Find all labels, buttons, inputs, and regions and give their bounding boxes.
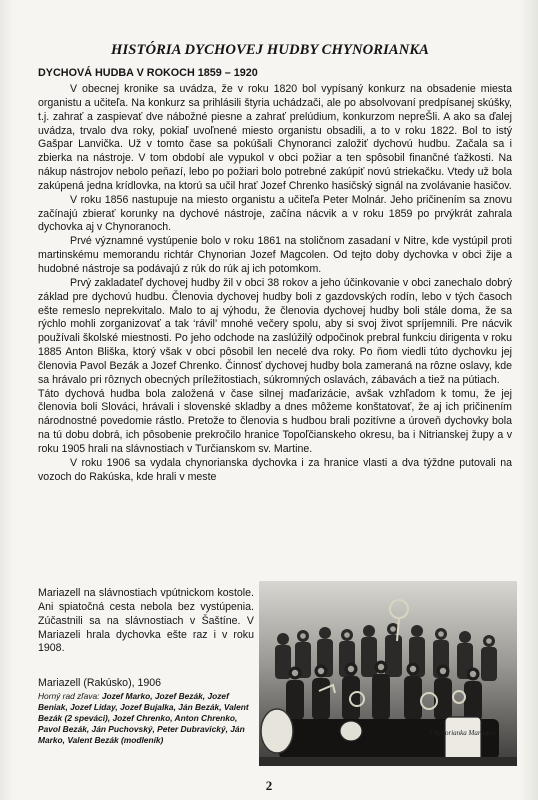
section-subtitle: DYCHOVÁ HUDBA V ROKOCH 1859 – 1920 xyxy=(38,67,258,79)
photo-side-text xyxy=(38,587,254,656)
band-photo xyxy=(259,581,517,766)
page-number: 2 xyxy=(265,778,273,793)
paragraph-4: Prvý zakladateľ dychovej hudby žil v obci 38 rokov a jeho účinkovanie v obci zanechalo dobrý základ pre dychovú hudbu. Členovia dychovej hudby boli z gazdovských rodín, lebo v tých časoch ešte remeslo neprekvitalo. Malo to aj výhodu, že členovia dychovej hudby boli stále doma, že sa rýchlo mohli zorganizovať a tak ‘rávil’ mnohé večery spolu, aby si svoj život spríjemnili. Pre nácvik používali školské miestnosti. Po jeho odchode na zaslúžilý odpočinok prebral funkciu dirigenta v roku 1885 Anton Bliška, ktorý však v obci pôsobil len necelé dva roky. Po ňom viedli túto dychovku jej členovia Pavol Bezák a Jozef Chrenko. Činnosť dychovej hudby bola zameraná na rôzne oslavy, kde sa hrávalo pri rôznych obecných príležitostiach, súkromných oslavách, zábavách a tiež na pútiach. xyxy=(38,276,512,386)
page-title: HISTÓRIA DYCHOVEJ HUDBY CHYNORIANKA xyxy=(111,42,429,58)
paragraph-3: Prvé významné vystúpenie bolo v roku 1861 na stoličnom zasadaní v Nitre, kde vystúpil proti martinskému memorandu richtár Chynorian Jozef Magcolen. Od tejto doby dychovka v obci žije a hudobné nástroje sa podávajú z rúk do rúk aj ich potomkom. xyxy=(38,235,512,275)
caption-lead: Horný rad zľava: xyxy=(38,691,100,701)
paragraph-1: V obecnej kronike sa uvádza, že v roku 1820 bol vypísaný konkurz na obsadenie miesta organistu a učiteľa. Na konkurz sa prihlásili štyria uchádzači, ale po absolvovaní predpísanej skúšky, t.j. zahrať a zaspievať dve nábožné piesne a zahrať prelúdium, konkurzom nepreŠli. A ako sa ďalej uvádza, trvalo dva roky, pokiaľ uvoľnené miesto organistu obsadili, a to v roku 1822. Bol to istý Gašpar Lanvička. Už v tomto čase sa pokúšali Chynoranci založiť dychovú hudbu. Začala sa i zbierka na nástroje. V tom období ale vypukol v obci požiar a ten spôsobil finančné ťažkosti. Na nákup nástrojov nebolo peňazí, lebo po požiari bolo potrebné zakúpiť novú striekačku. Vtedy už bola zakúpená jedna krídlovka, na ktorú sa učil hrať Jozef Chrenko hasičský signál na zvolávanie hasičov. xyxy=(38,83,512,192)
photo-caption-title: Mariazell (Rakúsko), 1906 xyxy=(38,677,162,689)
paragraph-7: Mariazell na slávnostiach vpútnickom kostole. Ani spiatočná cesta nebola bez vystúpenia. Zúčastnili sa na slávnostiach v Šaštíne. V Mariazeli hrala dychovka ešte raz i v roku 1908. xyxy=(38,587,254,655)
paragraph-5: Táto dychová hudba bola založená v čase silnej maďarizácie, avšak vzhľadom k tomu, že jej členovia boli Slováci, hrávali i slovenské skladby a dnes môžeme konštatovať, že aj ich pričinením národnostné povedomie rástlo. Pretože to členovia s hudbou brali pozitívne a úroveň dychovky bola na tú dobu dobrá, ich pôsobenie prekročilo hranice Topoľčianskeho okresu, ba i Nitrianskej župy a v roku 1905 hrali na slávnostiach v Turčianskom sv. Martine. xyxy=(38,387,512,455)
paragraph-2: V roku 1856 nastupuje na miesto organistu a učiteľa Peter Molnár. Jeho pričinením sa znovu začínajú zbierať korunky na dychové nástroje, začína nácvik a v roku 1859 po prvýkrát zahrala dychovka aj v Chynoranoch. xyxy=(38,193,512,234)
article-body xyxy=(38,83,512,484)
caption-names-list: Jozef Marko, Jozef Bezák, Jozef Beniak, Jozef Liday, Jozef Bujalka, Ján Bezák, Valent Bezák (2 speváci), Jozef Chrenko, Anton Chrenko, Pavol Bezák, Ján Puchovský, Peter Dubravický, Ján Marko, Valent Bezák (modleník) xyxy=(38,691,249,746)
drum-inscription: Chynorianka Mariazell xyxy=(430,729,496,737)
paragraph-6: V roku 1906 sa vydala chynorianska dychovka i za hranice vlasti a dva týždne putovali na vozoch do Rakúska, kde hrali v meste xyxy=(38,456,512,483)
photo-caption-names xyxy=(38,691,254,746)
